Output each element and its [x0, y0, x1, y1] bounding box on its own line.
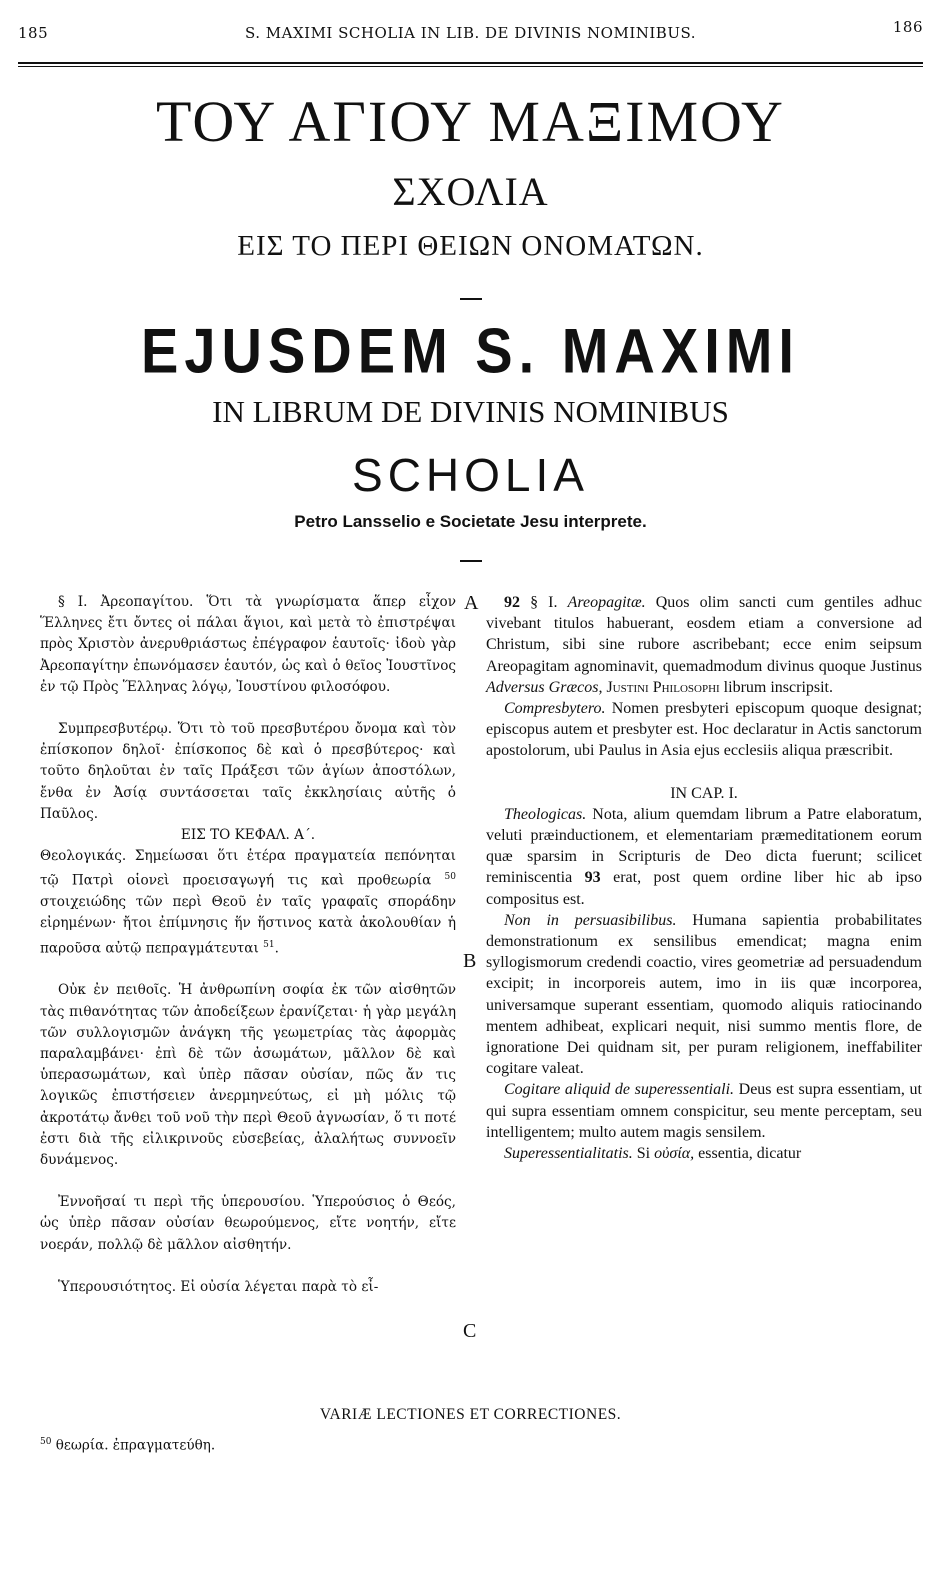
latin-scholion-4-text: Humana sapientia probabilitates demonstrationum ex sensilibus emendicat; magna enim syllogismorum credendi coactio, vires geometriæ ad persuadendum excipit; in incorporeis autem, imo in iis quæ incorporea, universamque superant essentiam, quomodo aliquis ratiocinando mentem adhibeat, explicari nequit, nisi summo mentis flore, de ignoratione Dei quidnam sit, per puram religionem, ineffabiliter cogitare valeat. — [486, 911, 923, 1078]
greek-chapter-heading: ΕΙΣ ΤΟ ΚΕΦΑΛ. Α΄. — [180, 827, 316, 844]
greek-word-ousia: οὐσία, — [654, 1145, 695, 1163]
latin-scholion-6-end: essentia, dicatur — [698, 1145, 802, 1163]
latin-scholion-4 — [486, 910, 922, 1080]
page-number-left: 185 — [18, 24, 49, 42]
margin-mark-b: B — [463, 950, 477, 972]
latin-title: EJUSDEM S. MAXIMI — [141, 315, 800, 386]
running-title: S. MAXIMI SCHOLIA IN LIB. DE DIVINIS NOMINIBUS. — [245, 24, 696, 42]
latin-scholion-1-end: librum inscripsit. — [723, 678, 833, 696]
lemma-superessentialitatis: Superessentialitatis. — [504, 1145, 633, 1163]
footnote-marker-51: 51 — [263, 939, 275, 950]
page-number-right: 186 — [892, 18, 923, 36]
greek-column — [40, 592, 456, 1298]
latin-scholion-2 — [486, 698, 922, 762]
column-number-92: 92 — [504, 594, 520, 611]
greek-scholion-3-end: . — [274, 940, 279, 957]
header-rule-thin — [18, 66, 923, 67]
latin-scholion-1 — [486, 592, 922, 698]
greek-scholion-3-text: Θεολογικάς. Σημείωσαι ὅτι ἑτέρα πραγματεία πεπόνηται τῷ Πατρὶ οἱονεὶ προεισαγωγή τις καὶ προθεωρία — [40, 848, 456, 889]
greek-scholion-3-text-b: στοιχειώδης τῶν περὶ Θεοῦ ἐν ταῖς γραφαῖς σποράδην εἰρημένων· ἤτοι ἐπίμνησις ἥν ἥστινος κατὰ ἀκολουθίαν ἡ παροῦσα αὐτῷ πεπραγμάτευται — [40, 894, 456, 957]
greek-scholion-1: § I. Ἀρεοπαγίτου. Ὅτι τὰ γνωρίσματα ἅπερ εἶχον Ἕλληνες ἔτι ὄντες οἱ πάλαι ἅγιοι, καὶ μετὰ τὸ ἐπιστρέψαι πρὸς Χριστὸν ἀνερυθριάστως ἐπέγραφον ἑαυτοῖς· ἰδοὺ γὰρ Ἀρεοπαγίτην ἐπωνόμασεν ἑαυτόν, ὡς καὶ ὁ θεῖος Ἰουστῖνος ἐν τῷ Πρὸς Ἕλληνας λόγῳ, Ἰουστίνου φιλοσόφου. — [40, 594, 456, 695]
footnote-number: 50 — [40, 1437, 52, 1447]
latin-scholion-5 — [486, 1079, 922, 1143]
latin-scholion-6-text: Si — [636, 1145, 651, 1163]
latin-scholion-5-text: Deus est supra essentiam, ut qui supra essentiam omnem conspicitur, seu mente perceptam, seu intelligentem; multo autem magis sensilem. — [486, 1081, 922, 1141]
footnote-text: θεωρία. ἐπραγματεύθη. — [55, 1437, 216, 1454]
greek-scholion-3 — [40, 846, 456, 959]
margin-mark-a: A — [464, 592, 479, 614]
latin-scholion-3-text: Nota, alium quemdam librum a Patre elaboratum, veluti præinductionem, et elementariam præmeditationem eorum quæ sparsim in Scripturis de Deo dicta fuerunt; scilicet reminiscentia — [486, 805, 922, 887]
interpreter-line: Petro Lansselio e Societate Jesu interprete. — [294, 512, 647, 531]
footnote-50 — [40, 1437, 215, 1454]
section-divider — [460, 560, 482, 562]
greek-scholion-6: Ὑπερουσιότητος. Εἰ οὐσία λέγεται παρὰ τὸ εἶ- — [58, 1278, 379, 1295]
greek-scholion-5: Ἐννοῆσαί τι περὶ τῆς ὑπερουσίου. Ὑπερούσιος ὁ Θεός, ὡς ὑπὲρ πᾶσαν οὐσίαν θεωρούμενος, εἴτε νοητήν, εἴτε νοεράν, πολλῷ δὲ μᾶλλον αἰσθητήν. — [40, 1194, 456, 1253]
latin-scholion-1-text: Quos olim sancti cum gentiles adhuc vivebant titulos habuerant, eosdem etiam a conversione ad Christum, sibi sine rubore ascribebant; ecce enim seipsum Areopagitam agnominavit, quemadmodum divinus quoque Justinus — [486, 594, 923, 675]
variae-lectiones-heading: VARIÆ LECTIONES ET CORRECTIONES. — [319, 1406, 622, 1423]
greek-scholion-4: Οὐκ ἐν πειθοῖς. Ἡ ἀνθρωπίνη σοφία ἐκ τῶν αἰσθητῶν τὰς πιθανότητας τῶν ἀποδείξεων ἐρανίζεται· ἡ γὰρ μεγάλη τῶν συλλογισμῶν ἀνάγκη τῆς γεωμετρίας τὰς ἀφορμὰς παραλαμβάνει· ἐπὶ δὲ τῶν ἀσωμάτων, μᾶλλον δὲ καὶ ὑπερασωμάτων, καὶ ὑπὲρ πᾶσαν οὐσίαν, πῶς ἄν τις λογικῶς ἐπιστήσειεν ἀνερμηνεύτως, εἰ μὴ μόλις τῷ ἀκροτάτῳ ἄνθει τοῦ νοῦ τὴν περὶ Θεοῦ ἀγνωσίαν, ὅ τι ποτέ ἐστι διὰ τῆς εἰλικρινοῦς εὐσεβείας, ἀλαλήτως συννοεῖν δυνάμενος. — [40, 982, 456, 1168]
work-title: Adversus Græcos, — [486, 678, 603, 696]
latin-scholion-6 — [486, 1143, 922, 1164]
latin-column — [486, 592, 922, 1164]
section-mark: § I. — [530, 594, 558, 611]
greek-subtitle-2: ΕΙΣ ΤΟ ΠΕΡΙ ΘΕΙΩΝ ΟΝΟΜΑΤΩΝ. — [237, 230, 704, 262]
latin-scholion-2-text: Nomen presbyteri episcopum quoque designat; episcopus autem et presbyter est. Hoc declaratur in Actis sanctorum apostolorum, ubi Paulus in Asia ejus ecclesiis aliqua præscribit. — [486, 700, 923, 760]
lemma-non-in-persuasibilibus: Non in persuasibilibus. — [504, 911, 677, 929]
latin-chapter-heading: IN CAP. I. — [670, 784, 738, 802]
lemma-areopagitae: Areopagitæ. — [567, 594, 646, 611]
lemma-cogitare: Cogitare aliquid de superessentiali. — [504, 1081, 735, 1099]
lemma-compresbytero: Compresbytero. — [504, 700, 606, 718]
footnote-marker-50: 50 — [444, 872, 456, 883]
greek-scholion-2: Συμπρεσβυτέρῳ. Ὅτι τὸ τοῦ πρεσβυτέρου ὄνομα καὶ τὸν ἐπίσκοπον δηλοῖ· ἐπίσκοπος δὲ καὶ ὁ πρεσβύτερος· καὶ τοῦτο δηλοῦται ἐν ταῖς Πράξεσι τῶν ἁγίων ἀποστόλων, ἔνθα ἐν Ἀσίᾳ συντάσσεται ταῖς ἐκκλησίαις αὐτῆς ὁ Παῦλος. — [40, 721, 456, 822]
running-header — [18, 18, 923, 48]
title-divider — [460, 298, 482, 300]
latin-scholion-3-end: erat, post quem ordine liber hic ab ipso compositus est. — [486, 869, 923, 908]
latin-scholia: SCHOLIA — [352, 449, 589, 501]
greek-subtitle: ΣΧΟΛΙΑ — [392, 169, 549, 214]
latin-scholion-3 — [486, 804, 922, 910]
author-smallcaps: Justini Philosophi — [606, 678, 720, 696]
margin-mark-c: C — [463, 1320, 477, 1342]
column-number-93: 93 — [584, 869, 601, 887]
latin-subtitle: IN LIBRUM DE DIVINIS NOMINIBUS — [212, 394, 729, 429]
header-rule — [18, 62, 923, 64]
lemma-theologicas: Theologicas. — [504, 805, 587, 823]
greek-title: ΤΟΥ ΑΓΙΟΥ ΜΑΞΙΜΟΥ — [156, 89, 785, 154]
